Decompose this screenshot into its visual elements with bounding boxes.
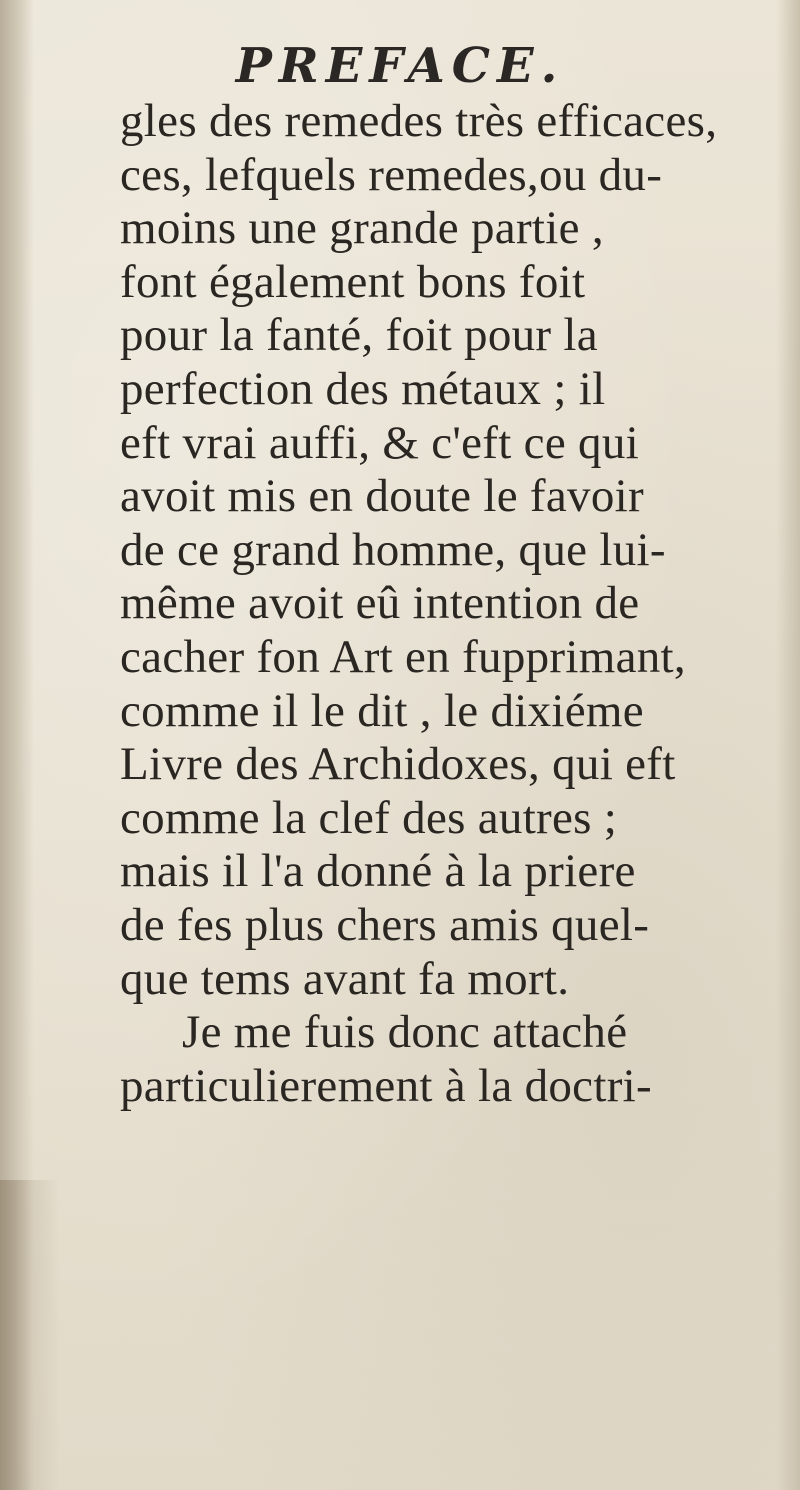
text-line: ces, lefquels remedes,ou du- — [120, 148, 663, 201]
text-line: perfection des métaux ; il — [120, 362, 606, 415]
text-line: font également bons foit — [120, 255, 586, 308]
text-line: eft vrai auffi, & c'eft ce qui — [120, 416, 640, 469]
paragraph-start-line: Je me fuis donc attaché — [182, 1006, 628, 1059]
text-line: même avoit eû intention de — [120, 577, 640, 630]
text-line: comme il le dit , le dixiéme — [120, 684, 644, 737]
text-line: avoit mis en doute le favoir — [120, 470, 644, 523]
text-line: pour la fanté, foit pour la — [120, 309, 598, 362]
text-line: de ce grand homme, que lui- — [120, 523, 666, 576]
text-line: que tems avant fa mort. — [120, 952, 570, 1005]
text-line: gles des remedes très efficaces, — [120, 95, 718, 147]
running-head: PREFACE. — [235, 38, 565, 94]
text-line: mais il l'a donné à la priere — [120, 845, 636, 898]
text-line: de fes plus chers amis quel- — [120, 898, 650, 951]
page-stain — [0, 1180, 60, 1490]
text-line: particulierement à la doctri- — [120, 1059, 652, 1112]
text-line: Livre des Archidoxes, qui eft — [120, 738, 676, 791]
body-text — [120, 95, 790, 1113]
text-line: moins une grande partie , — [120, 202, 604, 255]
text-line: cacher fon Art en fupprimant, — [120, 630, 686, 683]
text-line: comme la clef des autres ; — [120, 791, 618, 844]
